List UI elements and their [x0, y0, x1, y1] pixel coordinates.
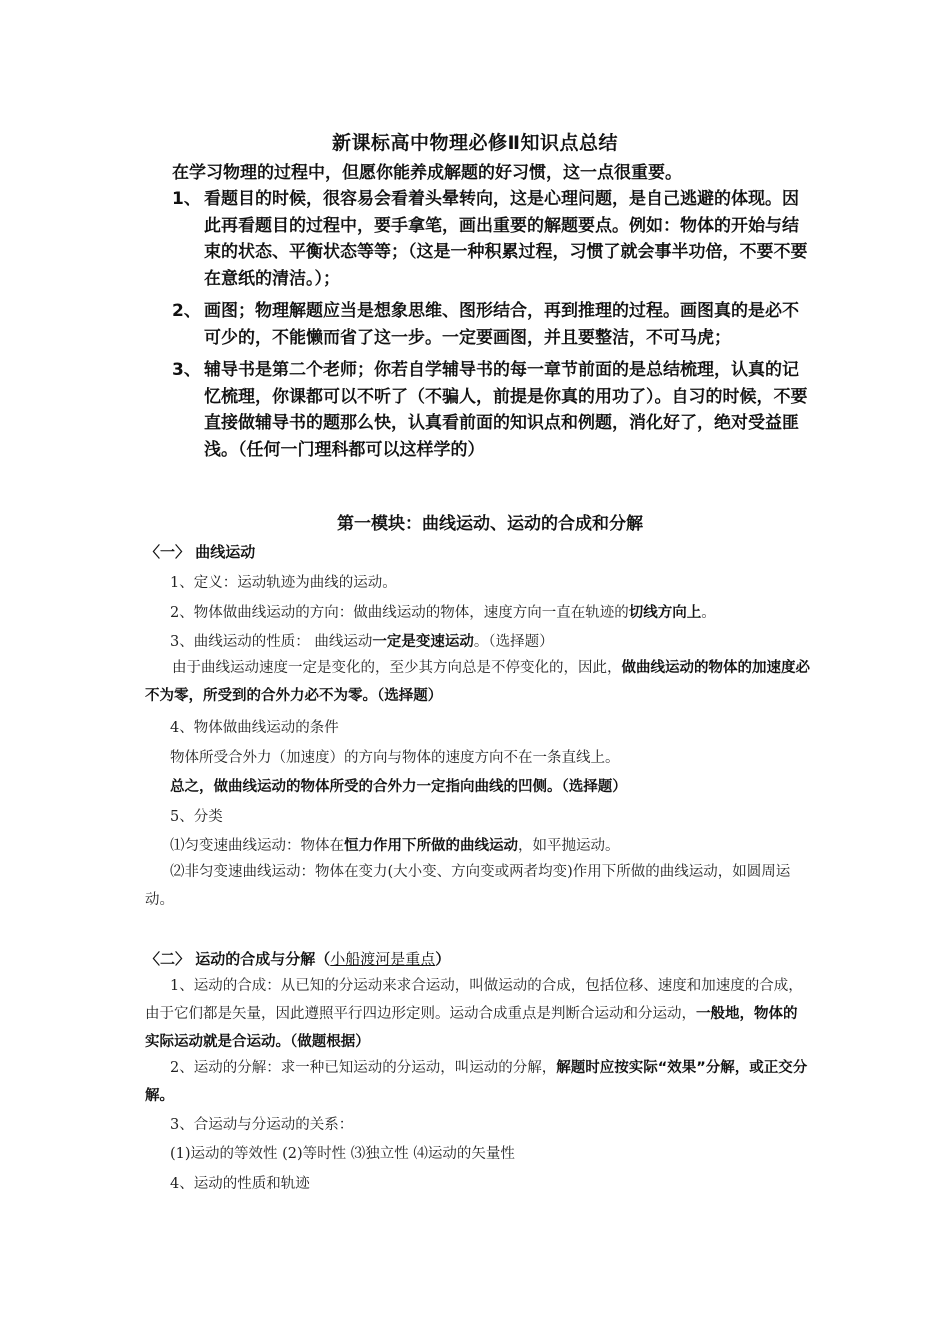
uniform-bold: 恒力作用下所做的曲线运动: [344, 838, 518, 854]
section-heading-end: ）: [435, 950, 451, 968]
study-tips-list: [172, 186, 812, 469]
page-title: 新课标高中物理必修Ⅱ知识点总结: [331, 132, 619, 154]
nature-line: [170, 630, 554, 651]
list-item-text: 画图；物理解题应当是想象思维、图形结合，再到推理的过程。画图真的是必不可少的，不能懒而省了这一步。一定要画图，并且要整洁，不可马虎；: [204, 301, 799, 348]
nature-bold: 一定是变速运动: [372, 634, 474, 650]
section-heading-text: 〈二〉 运动的合成与分解（: [145, 950, 331, 968]
list-item-number: 3、: [172, 360, 201, 380]
section-heading-composition: [145, 948, 450, 969]
list-item: [172, 186, 812, 292]
list-item-text: 看题目的时候，很容易会看着头晕转向，这是心理问题，是自己逃避的体现。因此再看题目的过程中，要手拿笔，画出重要的解题要点。例如：物体的开始与结束的状态、平衡状态等等；（这是一种积累过程，习惯了就会事半功倍，不要不要在意纸的清洁。）；: [204, 189, 808, 289]
direction-text: 2、物体做曲线运动的方向：做曲线运动的物体，速度方向一直在轨迹的: [170, 605, 629, 621]
intro-text: 在学习物理的过程中，但愿你能养成解题的好习惯，这一点很重要。: [172, 163, 682, 183]
decomposition-paragraph: [145, 1054, 810, 1110]
acceleration-paragraph: [145, 654, 810, 710]
decomposition-bold: 解题时应按实际“效果”分解，或正交分解。: [145, 1060, 808, 1104]
list-item-number: 2、: [172, 301, 201, 321]
decomposition-text: 2、运动的分解：求一种已知运动的分运动，叫运动的分解，: [170, 1060, 557, 1076]
uniform-end: ，如平抛运动。: [518, 838, 620, 854]
trajectory-line: 4、运动的性质和轨迹: [170, 1176, 310, 1192]
condition-detail: 物体所受合外力（加速度）的方向与物体的速度方向不在一条直线上。: [170, 750, 620, 766]
direction-line: [170, 601, 716, 622]
module-title: 第一模块：曲线运动、运动的合成和分解: [337, 514, 643, 534]
nature-text: 3、曲线运动的性质： 曲线运动: [170, 634, 373, 650]
summary-line: 总之，做曲线运动的物体所受的合外力一定指向曲线的凹侧。（选择题）: [170, 779, 627, 795]
list-item-text: 辅导书是第二个老师；你若自学辅导书的每一章节前面的是总结梳理，认真的记忆梳理，你课都可以不听了（不骗人，前提是你真的用功了）。自习的时候，不要直接做辅导书的题那么快，认真看前面的知识点和例题，消化好了，绝对受益匪浅。（任何一门理科都可以这样学的）: [204, 360, 808, 460]
section-heading-curvilinear: 〈一〉 曲线运动: [145, 543, 256, 561]
composition-paragraph: [145, 972, 810, 1056]
section-heading-underlined: 小船渡河是重点: [330, 950, 436, 968]
acceleration-text: 由于曲线运动速度一定是变化的，至少其方向总是不停变化的，因此，: [172, 660, 622, 676]
uniform-curve-line: [170, 834, 620, 855]
acceleration-bold: 做曲线运动的物体的加速度必不为零，所受到的合外力必不为零。（选择题）: [145, 660, 810, 704]
direction-end: 。: [701, 605, 716, 621]
composition-bold: 一般地，物体的实际运动就是合运动。（做题根据）: [145, 1006, 798, 1050]
list-item-number: 1、: [172, 189, 201, 209]
list-item: [172, 298, 812, 351]
relation-properties: (1)运动的等效性 (2)等时性 ⑶独立性 ⑷运动的矢量性: [170, 1146, 515, 1162]
composition-text: 1、运动的合成：从已知的分运动来求合运动，叫做运动的合成，包括位移、速度和加速度的合成，由于它们都是矢量，因此遵照平行四边形定则。运动合成重点是判断合运动和分运动，: [145, 978, 803, 1022]
nonuniform-curve-paragraph: ⑵非匀变速曲线运动：物体在变力(大小变、方向变或两者均变)作用下所做的曲线运动，如圆周运动。: [145, 864, 791, 908]
relation-line: 3、合运动与分运动的关系：: [170, 1117, 354, 1133]
list-item: [172, 357, 812, 463]
condition-line: 4、物体做曲线运动的条件: [170, 720, 339, 736]
classification-line: 5、分类: [170, 809, 223, 825]
direction-bold: 切线方向上: [628, 605, 702, 621]
uniform-text: ⑴匀变速曲线运动：物体在: [170, 838, 344, 854]
definition-line: 1、定义：运动轨迹为曲线的运动。: [170, 575, 397, 591]
nature-end: 。（选择题）: [473, 634, 554, 650]
